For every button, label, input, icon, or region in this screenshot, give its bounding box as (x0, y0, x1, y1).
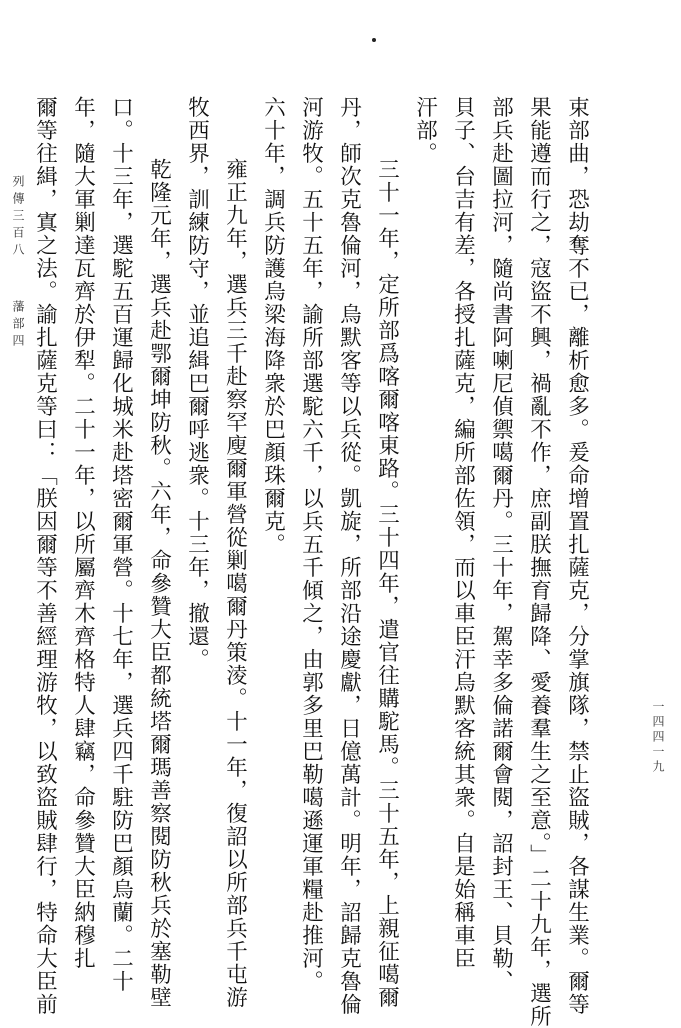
text-column: 牧西界，訓練防守，並追緝巴爾呼逃衆。十三年，撤還。 (184, 96, 210, 671)
text-column: 丹，師次克魯倫河，烏默客等以兵從。凱旋，所部沿途慶獻，日億萬計。明年，詔歸克魯倫 (336, 96, 362, 1016)
text-column: 乾隆元年，選兵赴鄂爾坤防秋。六年，命參贊大臣都統塔爾瑪善察閱防秋兵於塞勒壁 (146, 158, 172, 1009)
running-header-section: 藩部四 (11, 300, 25, 351)
text-column: 年，隨大軍剿達瓦齊於伊犁。二十一年，以所屬齊木齊格特人肆竊，命參贊大臣納穆扎 (70, 96, 96, 970)
text-column: 部兵赴圖拉河，隨尚書阿喇尼偵禦噶爾丹。三十年，駕幸多倫諾爾會閱，詔封王、貝勒、 (488, 96, 514, 993)
text-column: 爾等往緝，寘之法。諭扎薩克等曰：「朕因爾等不善經理游牧，以致盜賊肆行，特命大臣前 (32, 96, 58, 1016)
text-column: 貝子、台吉有差，各授扎薩克，編所部佐領，而以車臣汗烏默客統其衆。自是始稱車臣 (450, 96, 476, 970)
text-column: 三十一年，定所部爲喀爾喀東路。三十四年，遣官往購駝馬。三十五年，上親征噶爾 (374, 158, 400, 1009)
text-column: 束部曲，恐劫奪不已，離析愈多。爰命增置扎薩克，分掌旗隊，禁止盜賊，各謀生業。爾等 (564, 96, 590, 1016)
text-column: 雍正九年，選兵三千赴察罕廋爾軍營從剿噶爾丹策淩。十一年，復詔以所部兵千屯游 (222, 158, 248, 1009)
text-column: 口。十三年，選駝五百運歸化城米赴塔密爾軍營。十七年，選兵四千駐防巴顏烏蘭。二十 (108, 96, 134, 993)
text-column: 河游牧。五十五年，諭所部選駝六千，以兵五千傾之，由郭多里巴勒噶遜運軍糧赴推河。 (298, 96, 324, 993)
text-column: 果能遵而行之，寇盜不興，禍亂不作，庶副朕撫育歸降、愛養羣生之至意。」二十九年，選所 (526, 96, 552, 1028)
text-column: 汗部。 (412, 96, 438, 165)
ink-dot (372, 38, 376, 42)
running-header-title: 列傳三百八 (11, 175, 25, 260)
page-number: 一四四一九 (651, 700, 665, 775)
text-column: 六十年，調兵防護烏梁海降衆於巴顏珠爾克。 (260, 96, 286, 556)
